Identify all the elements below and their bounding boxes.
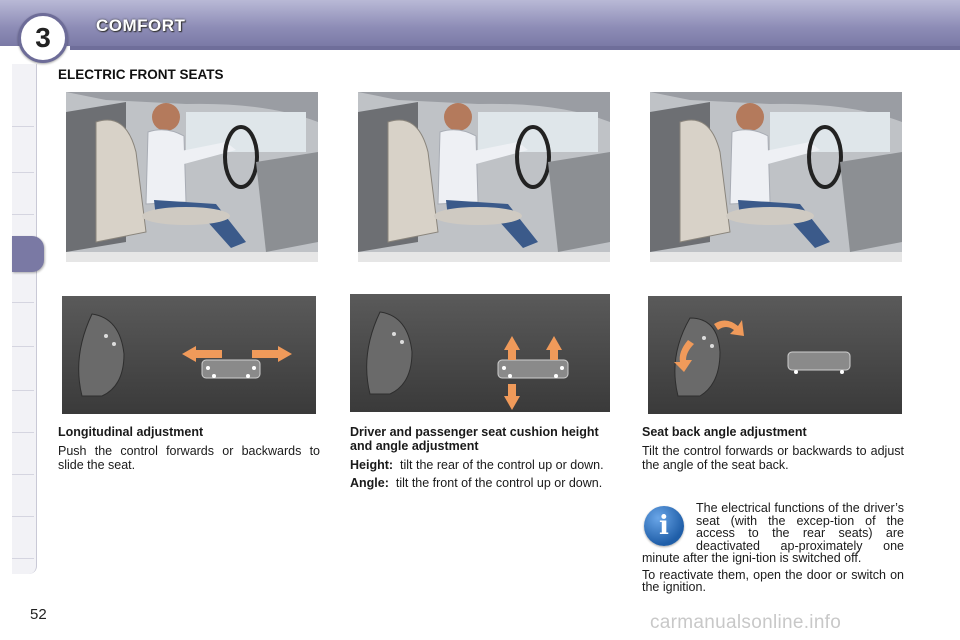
angle-description: tilt the front of the control up or down. bbox=[395, 476, 603, 490]
height-angle-control-diagram bbox=[350, 294, 610, 412]
tab-divider bbox=[12, 302, 34, 303]
tab-divider bbox=[12, 390, 34, 391]
tab-divider bbox=[12, 516, 34, 517]
longitudinal-control-diagram bbox=[62, 296, 316, 414]
tab-divider bbox=[12, 346, 34, 347]
tab-divider bbox=[12, 126, 34, 127]
driver-seat-photo bbox=[650, 92, 902, 262]
info-paragraph: To reactivate them, open the door or switch on the ignition. bbox=[642, 567, 904, 594]
column-heading: Driver and passenger seat cushion height and angle adjustment bbox=[350, 425, 599, 453]
column-heading: Longitudinal adjustment bbox=[58, 425, 204, 439]
tab-current-chapter[interactable] bbox=[12, 236, 44, 272]
angle-label: Angle: bbox=[350, 476, 389, 490]
chapter-title: COMFORT bbox=[96, 16, 186, 35]
chapter-tabs bbox=[12, 64, 37, 574]
longitudinal-adjustment-text bbox=[58, 425, 320, 476]
tab-divider bbox=[12, 172, 34, 173]
column-paragraph bbox=[350, 458, 612, 472]
chapter-number-badge: 3 bbox=[18, 13, 68, 63]
driver-seat-photo bbox=[358, 92, 610, 262]
tab-divider bbox=[12, 214, 34, 215]
seat-back-adjustment-text bbox=[642, 425, 904, 476]
column-heading: Seat back angle adjustment bbox=[642, 425, 807, 439]
column-paragraph: Tilt the control forwards or backwards to adjust the angle of the seat back. bbox=[642, 444, 904, 472]
section-title: ELECTRIC FRONT SEATS bbox=[58, 67, 224, 82]
tab-divider bbox=[12, 558, 34, 559]
driver-seat-photo bbox=[66, 92, 318, 262]
header-divider bbox=[70, 46, 960, 50]
height-label: Height: bbox=[350, 458, 394, 472]
tab-divider bbox=[12, 432, 34, 433]
height-angle-adjustment-text bbox=[350, 425, 612, 494]
watermark: carmanualsonline.info bbox=[650, 612, 842, 633]
seat-back-control-diagram bbox=[648, 296, 902, 414]
info-icon: i bbox=[644, 506, 684, 546]
column-paragraph: Push the control forwards or backwards to slide the seat. bbox=[58, 444, 320, 472]
page-number: 52 bbox=[30, 606, 47, 623]
tab-divider bbox=[12, 474, 34, 475]
height-description: tilt the rear of the control up or down. bbox=[400, 458, 604, 472]
info-note bbox=[642, 502, 904, 598]
info-paragraph: The electrical functions of the driver’s seat (with the excep-tion of the access to the rear seats) are deactivated ap-proximately one minute after the igni-tion is switched off. bbox=[642, 501, 904, 565]
column-paragraph bbox=[350, 476, 612, 490]
